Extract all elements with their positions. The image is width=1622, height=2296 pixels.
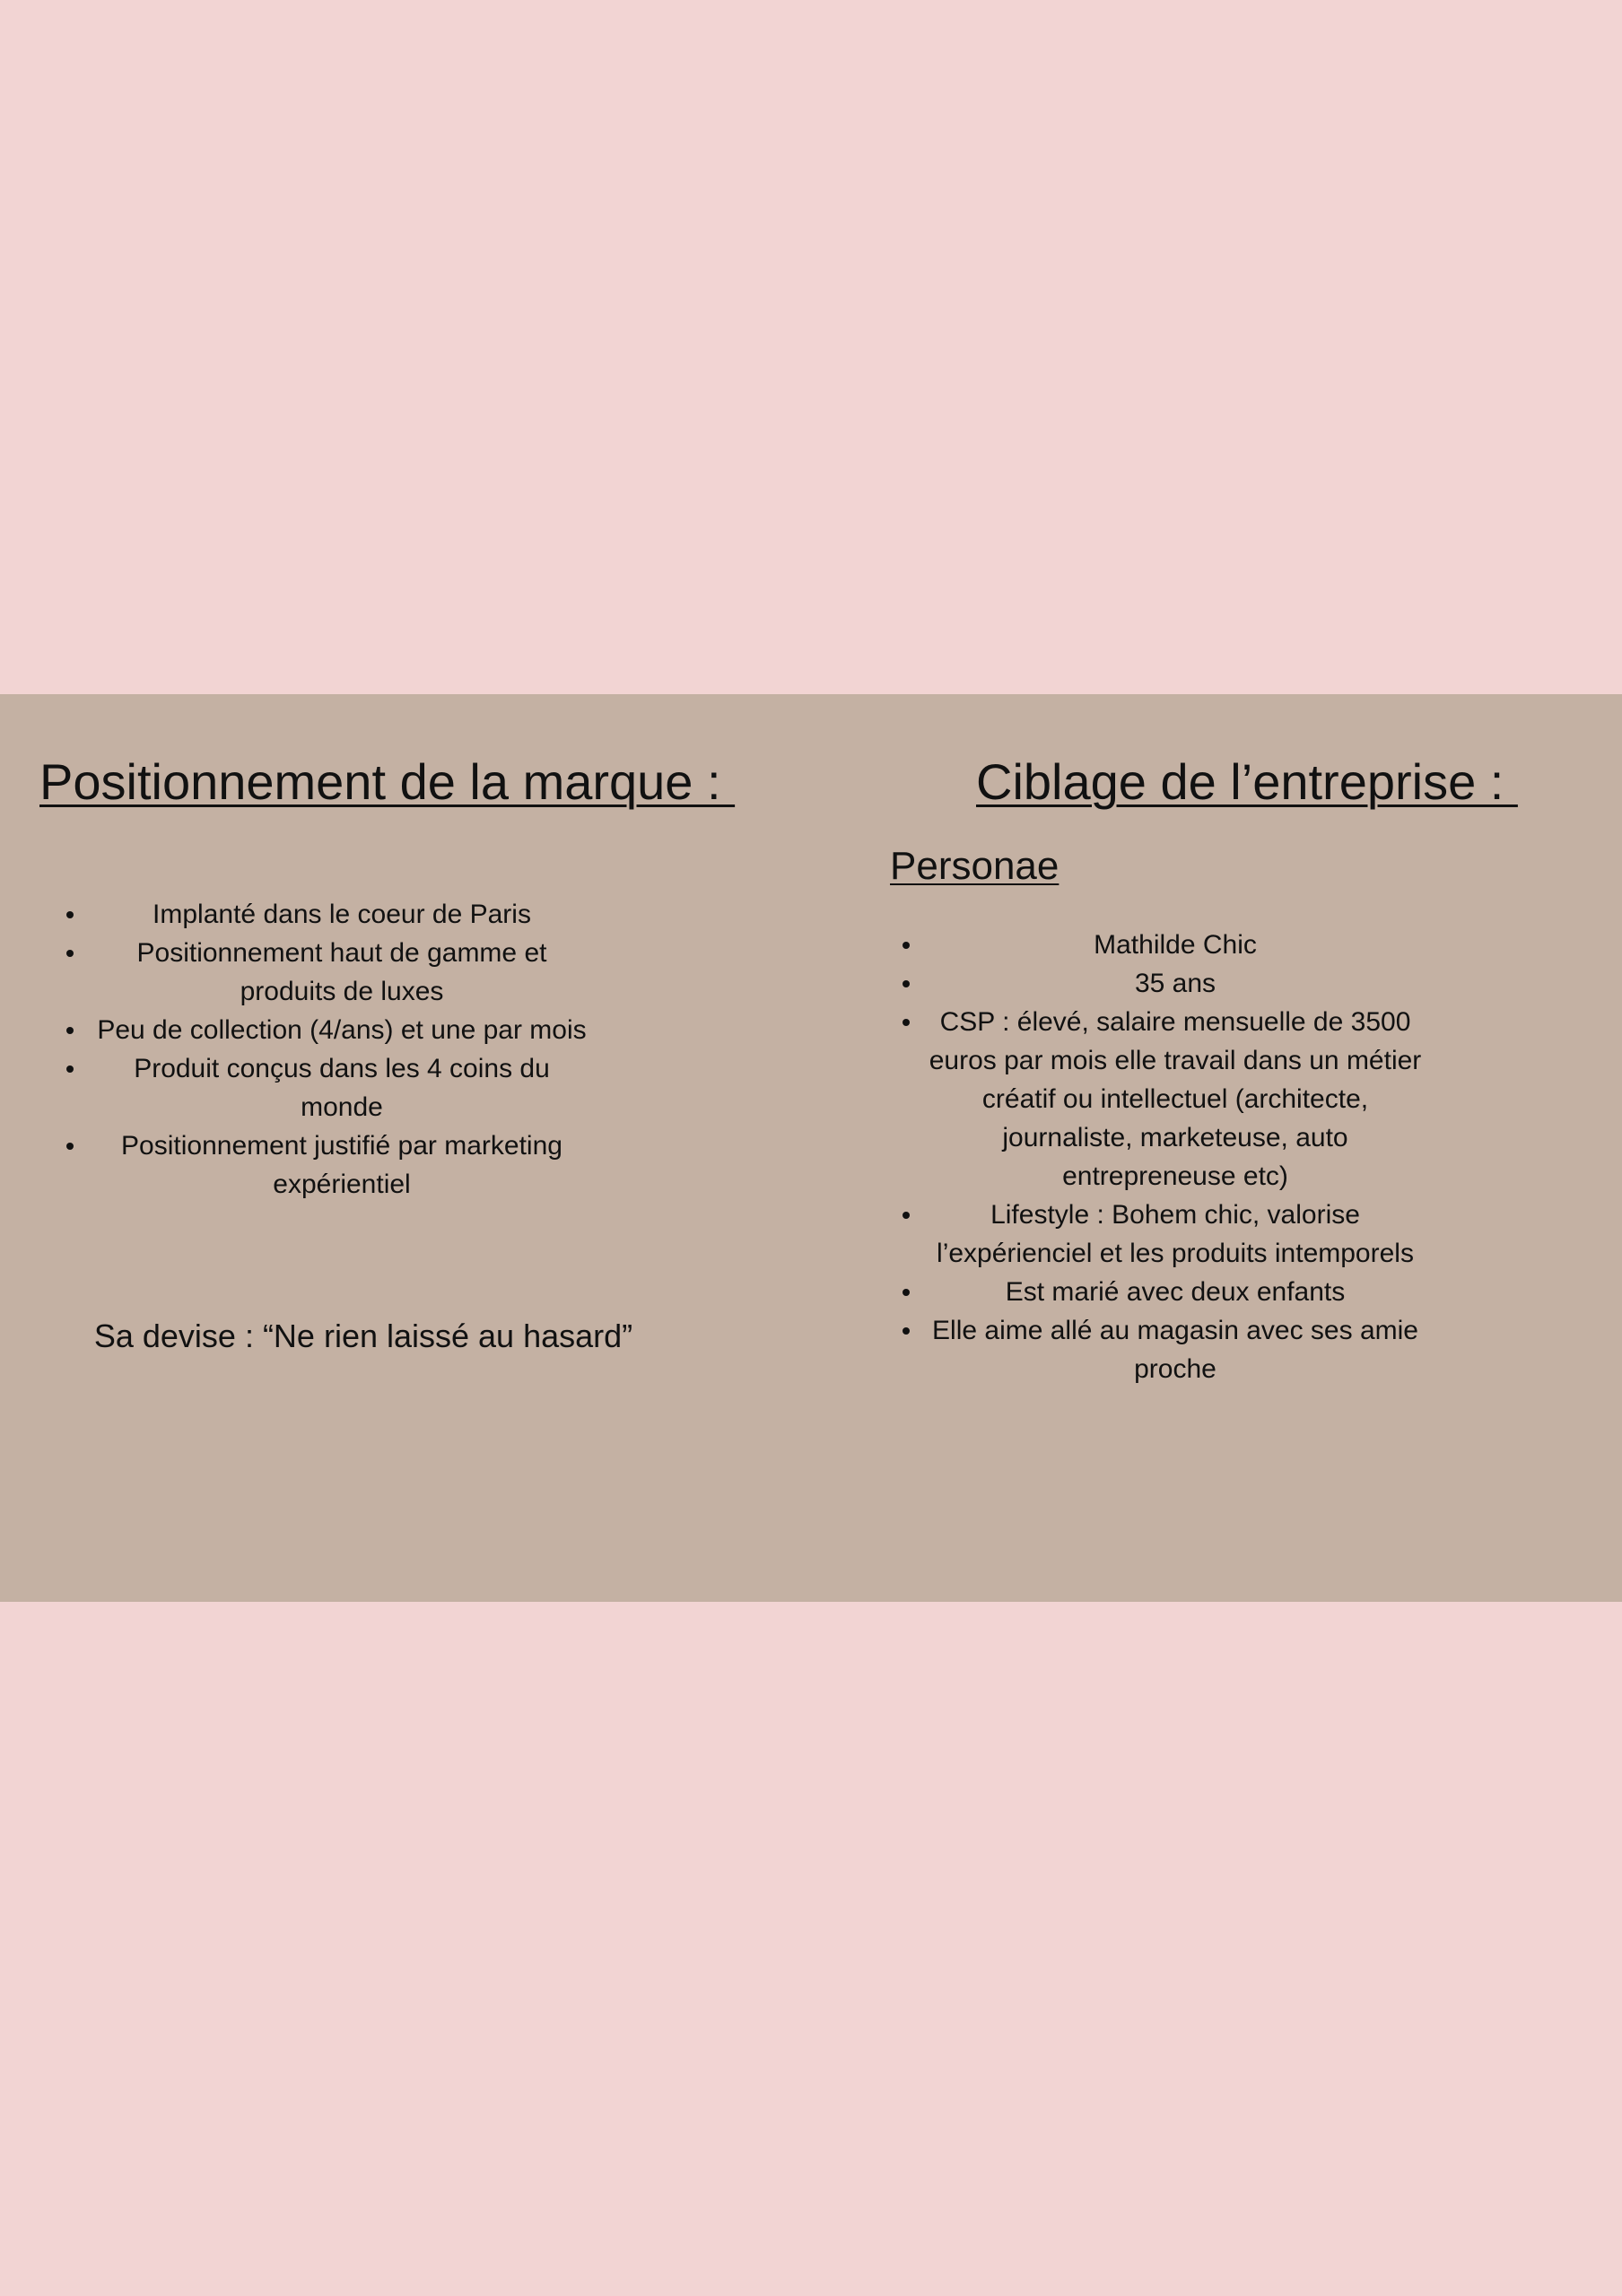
list-item: Est marié avec deux enfants <box>920 1273 1430 1311</box>
list-item: Positionnement justifié par marketing expérientiel <box>90 1126 594 1204</box>
list-item: Mathilde Chic <box>920 926 1430 964</box>
list-item: Peu de collection (4/ans) et une par mois <box>90 1011 594 1049</box>
list-item: Produit conçus dans les 4 coins du monde <box>90 1049 594 1126</box>
list-item: CSP : élevé, salaire mensuelle de 3500 euros par mois elle travail dans un métier créatif ou intellectuel (architecte, journaliste, marketeuse, auto entrepreneuse etc) <box>920 1003 1430 1196</box>
brand-positioning-heading: Positionnement de la marque : <box>39 753 736 810</box>
list-item: Elle aime allé au magasin avec ses amie proche <box>920 1311 1430 1388</box>
brand-motto: Sa devise : “Ne rien laissé au hasard” <box>93 1318 633 1354</box>
targeting-heading: Ciblage de l’entreprise : <box>976 753 1518 810</box>
positioning-list <box>90 895 594 1204</box>
personae-heading: Personae <box>890 844 1060 888</box>
persona-list <box>920 926 1430 1388</box>
slide <box>0 694 1622 1602</box>
list-item: 35 ans <box>920 964 1430 1003</box>
list-item: Lifestyle : Bohem chic, valorise l’expérienciel et les produits intemporels <box>920 1196 1430 1273</box>
list-item: Positionnement haut de gamme et produits de luxes <box>90 934 594 1011</box>
list-item: Implanté dans le coeur de Paris <box>90 895 594 934</box>
